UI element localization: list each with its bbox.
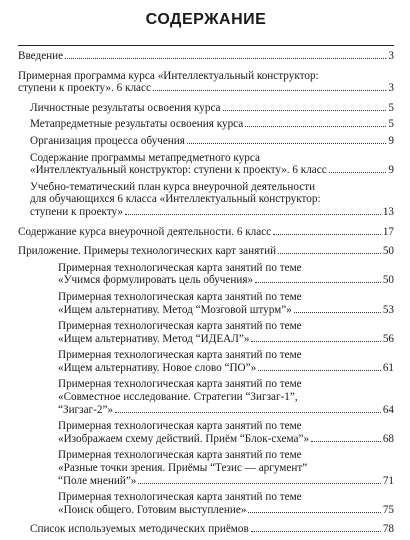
toc-entry-text: Примерная технологическая карта занятий по теме: [58, 320, 302, 333]
toc-entry[interactable]: [18, 70, 394, 95]
toc-entry-text: Примерная технологическая карта занятий по теме: [58, 449, 302, 462]
page-number: 5: [388, 118, 394, 131]
toc-entry-text: ступени к проекту»: [30, 205, 124, 218]
toc-entry[interactable]: [18, 102, 394, 115]
toc-entry-text: «Поиск общего. Готовим выступление»: [58, 503, 247, 516]
toc-entry-text: Содержание программы метапредметного курса: [30, 151, 260, 164]
page-title: СОДЕРЖАНИЕ: [145, 11, 267, 28]
toc-entry[interactable]: [18, 245, 394, 258]
dot-leader: [153, 90, 386, 91]
toc-entry-line: [30, 181, 394, 194]
page-number: 9: [388, 134, 394, 147]
page-number: 17: [382, 225, 394, 238]
toc-entry-text: «Ищем альтернативу. Метод “ИДЕАЛ”»: [58, 332, 250, 345]
toc-entry[interactable]: [18, 262, 394, 287]
toc-entry-text: Приложение. Примеры технологических карт занятий: [18, 245, 277, 258]
toc-entry-text: «Учимся формулировать цель обучения»: [58, 274, 254, 287]
dot-leader: [273, 234, 381, 235]
dot-leader: [245, 126, 386, 127]
toc-entry-line: [58, 320, 394, 333]
page-number: 61: [382, 361, 394, 374]
dot-leader: [115, 412, 381, 413]
toc-entry-line: [18, 226, 394, 239]
dot-leader: [251, 531, 381, 532]
page-number: 53: [382, 303, 394, 316]
toc-entry[interactable]: [18, 50, 394, 63]
dot-leader: [187, 143, 387, 144]
toc-entry-text: Список используемых методических приёмов: [30, 523, 249, 536]
toc-entry-line: [30, 152, 394, 165]
toc-entry-line: [58, 274, 394, 287]
toc-entry-line: [30, 118, 394, 131]
dot-leader: [125, 214, 381, 215]
toc-entry-line: [58, 475, 394, 488]
toc-entry-line: [30, 193, 394, 206]
toc-entry[interactable]: [18, 226, 394, 239]
toc-entry-line: [58, 462, 394, 475]
page-number: 5: [388, 101, 394, 114]
toc-entry[interactable]: [18, 181, 394, 219]
dot-leader: [255, 282, 381, 283]
toc-entry-text: Организация процесса обучения: [30, 134, 185, 147]
toc-entry-text: «Совместное исследование. Стратегии “Зигзаг-1”,: [58, 391, 298, 404]
page-number: 64: [382, 403, 394, 416]
toc-entry[interactable]: [18, 291, 394, 316]
dot-leader: [65, 58, 386, 59]
toc-entry-line: [18, 70, 394, 83]
toc-entry-line: [18, 82, 394, 95]
toc-entry[interactable]: [18, 152, 394, 177]
toc-entry[interactable]: [18, 449, 394, 487]
toc-entry-text: «Ищем альтернативу. Новое слово “ПО”»: [58, 361, 257, 374]
toc-entry[interactable]: [18, 349, 394, 374]
toc-entry-text: Примерная технологическая карта занятий по теме: [58, 420, 302, 433]
toc-entry-line: [30, 164, 394, 177]
dot-leader: [138, 483, 380, 484]
page-number: 13: [382, 205, 394, 218]
toc-entry-text: Примерная технологическая карта занятий по теме: [58, 349, 302, 362]
page-number: 9: [388, 164, 394, 177]
toc-entry-line: [58, 378, 394, 391]
toc-entry-line: [30, 206, 394, 219]
toc-entry-text: «Ищем альтернативу. Метод “Мозговой штурм”»: [58, 303, 292, 316]
toc-entry-text: Содержание курса внеурочной деятельности. 6 класс: [18, 225, 272, 238]
toc-entry-line: [58, 420, 394, 433]
toc-entry-line: [30, 102, 394, 115]
toc-entry-line: [58, 449, 394, 462]
toc-entry-line: [58, 304, 394, 317]
page-number: 50: [382, 274, 394, 287]
entry-spacer: [18, 536, 394, 540]
toc-entry-text: Примерная технологическая карта занятий по теме: [58, 378, 302, 391]
page-number: 56: [382, 332, 394, 345]
page-number: 3: [388, 82, 394, 95]
toc-entry-line: [58, 349, 394, 362]
dot-leader: [311, 441, 381, 442]
toc-entry-line: [58, 491, 394, 504]
toc-entry-text: Примерная технологическая карта занятий по теме: [58, 491, 302, 504]
toc-entry-text: Примерная технологическая карта занятий по теме: [58, 261, 302, 274]
toc-entry-line: [18, 245, 394, 258]
toc-entry[interactable]: [18, 523, 394, 536]
toc-entry-line: [58, 433, 394, 446]
entry-spacer: [18, 95, 394, 102]
toc-entry-text: “Поле мнений”»: [58, 474, 137, 487]
toc-entry-text: ступени к проекту». 6 класс: [18, 82, 151, 95]
dot-leader: [248, 512, 380, 513]
toc-entry-line: [58, 362, 394, 375]
toc-entry-line: [58, 504, 394, 517]
toc-entry[interactable]: [18, 491, 394, 516]
toc-entry[interactable]: [18, 378, 394, 416]
dot-leader: [294, 312, 381, 313]
page-number: 3: [388, 50, 394, 62]
dot-leader: [223, 110, 387, 111]
toc-entry-text: Примерная программа курса «Интеллектуальный конструктор:: [18, 69, 319, 82]
toc-entry-text: Личностные результаты освоения курса: [30, 101, 221, 114]
toc-entry-text: «Интеллектуальный конструктор: ступени к проекту». 6 класс: [30, 164, 327, 177]
table-of-contents: [18, 50, 394, 540]
toc-entry-line: [30, 135, 394, 148]
dot-leader: [251, 341, 380, 342]
toc-entry-text: «Разные точки зрения. Приёмы “Тезис — аргумент”: [58, 462, 308, 475]
toc-entry-text: Учебно-тематический план курса внеурочной деятельности: [30, 180, 316, 193]
toc-entry-line: [58, 262, 394, 275]
toc-entry-line: [18, 50, 394, 63]
entry-spacer: [18, 219, 394, 226]
toc-entry-line: [58, 291, 394, 304]
toc-entry[interactable]: [18, 420, 394, 445]
dot-leader: [258, 370, 381, 371]
toc-entry-line: [58, 404, 394, 417]
toc-entry[interactable]: [18, 135, 394, 148]
toc-entry-text: Введение: [18, 50, 64, 62]
page-number: 50: [382, 245, 394, 258]
page-number: 78: [382, 523, 394, 536]
entry-spacer: [18, 63, 394, 70]
toc-entry[interactable]: [18, 118, 394, 131]
dot-leader: [329, 172, 387, 173]
page-number: 68: [382, 432, 394, 445]
toc-entry-text: “Зигзаг-2”»: [58, 403, 113, 416]
toc-entry-text: Примерная технологическая карта занятий по теме: [58, 290, 302, 303]
toc-entry-text: «Изображаем схему действий. Приём “Блок-схема”»: [58, 432, 310, 445]
toc-entry-text: Метапредметные результаты освоения курса: [30, 118, 244, 131]
toc-entry-line: [58, 333, 394, 346]
page-number: 75: [382, 503, 394, 516]
dot-leader: [278, 253, 381, 254]
toc-entry-text: для обучающихся 6 класса «Интеллектуальный конструктор:: [30, 193, 321, 206]
entry-spacer: [18, 516, 394, 523]
page-number: 71: [382, 474, 394, 487]
toc-entry[interactable]: [18, 320, 394, 345]
title-rule: [18, 45, 394, 46]
entry-spacer: [18, 238, 394, 245]
toc-entry-line: [30, 523, 394, 536]
toc-entry-line: [58, 391, 394, 404]
